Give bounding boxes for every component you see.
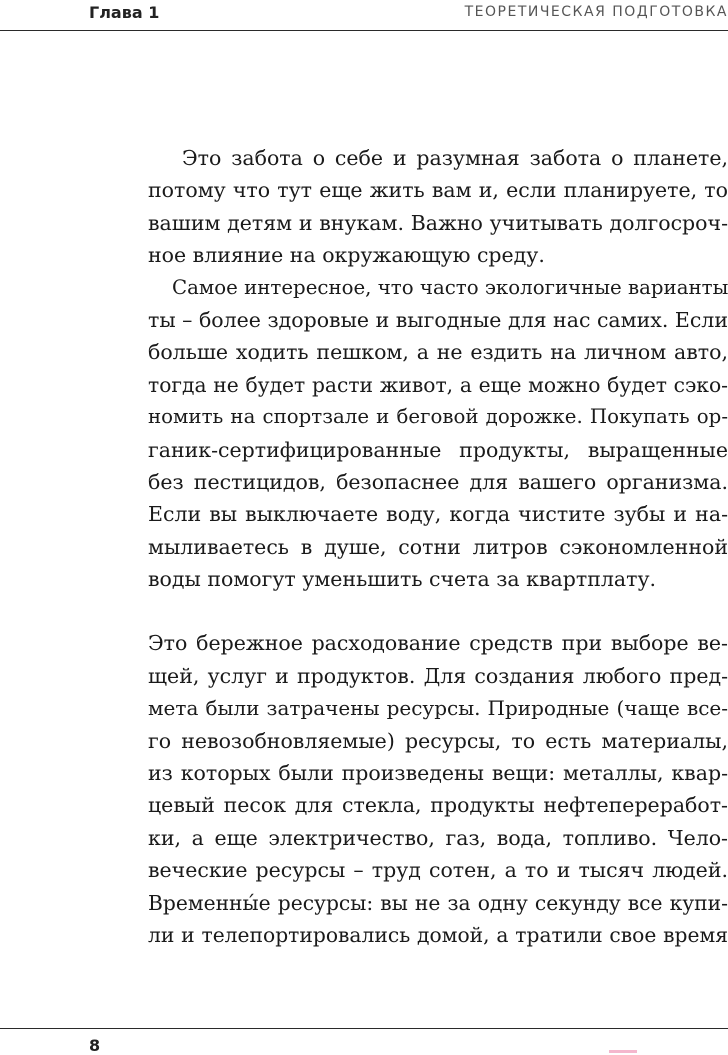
- text-line: ли и телепортировались домой, а тратили свое время: [148, 922, 728, 947]
- footer-rule: [0, 1028, 728, 1029]
- text-line: Самое интересное, что часто экологичные варианты: [172, 275, 728, 299]
- text-line: щей, услуг и продуктов. Для создания любого пред-: [148, 663, 728, 688]
- text-line: ки, а еще электричество, газ, вода, топливо. Чело-: [148, 825, 728, 850]
- page-body: [148, 142, 728, 951]
- running-header: [0, 0, 728, 31]
- text-line: Это забота о себе и разумная забота о планете,: [182, 146, 728, 170]
- text-line: Если вы выключаете воду, когда чистите зубы и на-: [148, 502, 728, 527]
- text-line: без пестицидов, безопаснее для вашего организма.: [148, 469, 728, 494]
- text-line: Это бережное расходование средств при выборе ве-: [148, 631, 728, 656]
- page-number: 8: [89, 1036, 101, 1055]
- text-line: Временны́е ресурсы: вы не за одну секунду все купи-: [148, 890, 728, 915]
- text-line: цевый песок для стекла, продукты нефтепереработ-: [148, 793, 728, 818]
- text-line: из которых были произведены вещи: металлы, квар-: [148, 761, 728, 786]
- text-line: воды помогут уменьшить счета за квартплату.: [148, 567, 657, 592]
- text-line: потому что тут еще жить вам и, если планируете, то: [148, 178, 728, 203]
- text-line: мыливаетесь в душе, сотни литров сэкономленной: [148, 534, 728, 559]
- text-line: мета были затрачены ресурсы. Природные (чаще все-: [148, 696, 728, 721]
- text-line: ганик-сертифицированные продукты, выращенные: [148, 437, 728, 462]
- text-line: тогда не будет расти живот, а еще можно будет сэко-: [148, 372, 728, 397]
- paragraph-3: [148, 627, 728, 951]
- paragraph-1: [148, 142, 728, 272]
- text-line: веческие ресурсы – труд сотен, а то и тысяч людей.: [148, 858, 728, 883]
- decorative-mark: [609, 1050, 637, 1053]
- text-line: ты – более здоровые и выгодные для нас самих. Если: [148, 307, 728, 332]
- text-line: ное влияние на окружающую среду.: [148, 243, 545, 268]
- section-title: ТЕОРЕТИЧЕСКАЯ ПОДГОТОВКА: [464, 4, 728, 20]
- text-line: номить на спортзале и беговой дорожке. Покупать ор-: [148, 405, 728, 429]
- paragraph-2: [148, 272, 728, 596]
- text-line: вашим детям и внукам. Важно учитывать долгосроч-: [148, 210, 728, 235]
- text-line: больше ходить пешком, а не ездить на личном авто,: [148, 340, 728, 365]
- chapter-label: Глава 1: [89, 3, 160, 22]
- text-line: го невозобновляемые) ресурсы, то есть материалы,: [148, 728, 728, 753]
